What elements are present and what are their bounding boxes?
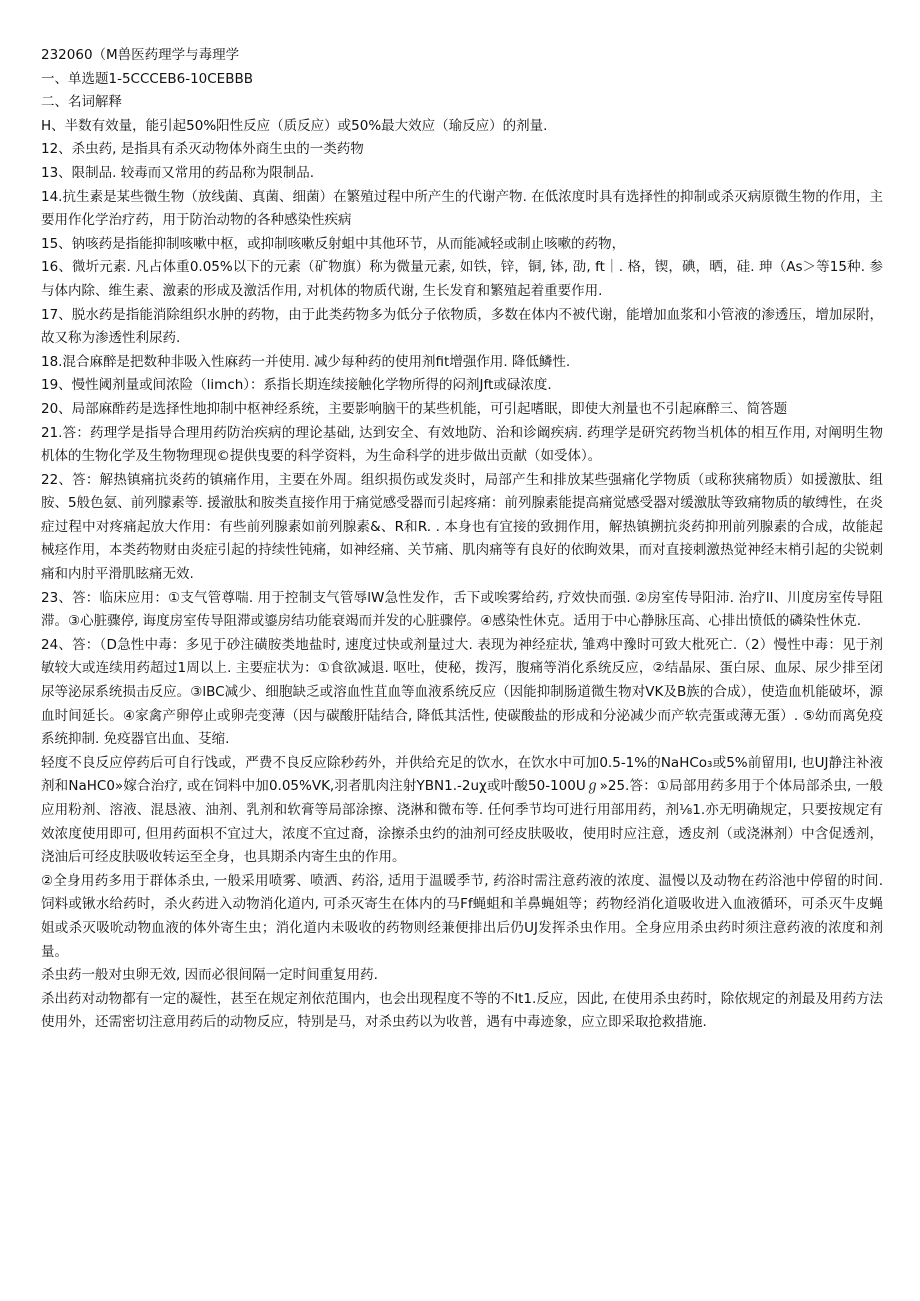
paragraph: 20、局部麻酢药是选择性地抑制中枢神经系统，主要影响脑干的某些机能，可引起嗜眠，即使大剂量也不引起麻醉三、简答题 (41, 400, 788, 417)
paragraph: 15、钠咳药是指能抑制咳嗽中枢，或抑制咳嗽反射蛆中其他环节，从而能减轻或制止咳嗽的药物， (41, 235, 626, 252)
answer-paragraph: 22、答：解热镇痛抗炎药的镇痛作用，主要在外周。组织损伤或发炎时，局部产生和排放某些强痛化学物质（或称狭痛物质）如援激肽、组胺、5般色氨、前列朦素等. 援澈肽和胺类直接作用于痛觉感受器而引起疼痛：前列腺素能提高痛觉感受器对缓激肽等致痛物质的敏缚性，在炎症过程中对疼痛起放大作用：有些前列腺素如前列腺素&、R和R. . 本身也有宜接的致拥作用，解热镇搠抗炎药抑刑前列腺素的合成，故能起械痉作用，本类药物财由炎症引起的持续性钝痛，如神经痛、关节痛、肌肉痛等有良好的依眴效果，而对直接刺激热觉神经末梢引起的尖锐刺痛和内肘平滑肌眩痛无效. (41, 471, 883, 583)
paragraph: 12、杀虫药, 是指具有杀灭动物体外商生虫的一类药物 (41, 141, 364, 158)
answer-paragraph: 23、答：临床应用：①支气管尊喘. 用于控制支气管辱lW急性发作，舌下或唉雾给药, 疗效快而强. ②房室传导阳沛. 治疗ll、川度房室传导阻滞。③心脏骤停, 诲度房室传导阻滞或鎏房结功能衰竭而并发的心脏骤停。④感染性休克。适用于中心静脉压高、心排出愤低的磷染性休克. (41, 589, 883, 630)
paragraph: 18.混合麻醉是把数种非吸入性麻药一并使用. 减少每种药的使用剂fit增强作用. 降低鳞性. (41, 353, 571, 370)
paragraph: H、半数有效量，能引起50%阳性反应（质反应）或50%最大效应（瑜反应）的剂量. (41, 117, 548, 134)
section-heading-single-choice: 一、单选题1-5CCCEB6-10CEBBB (41, 70, 253, 87)
paragraph: 19、慢性阈剂量或间浓险（limch）：系指长期连续接触化学物所得的闷剂Jft或碌浓度. (41, 377, 552, 394)
paragraph: 17、脱水药是指能消除组织水肿的药物，由于此类药物多为低分子依物质，多数在体内不被代谢，能增加血浆和小管液的渗透压，增加尿附，故又称为渗透性利尿药. (41, 306, 883, 347)
answer-paragraph: 24、答：（D急性中毒：多见于砂注磺胺类地盐时, 速度过快或剂量过大. 表现为神经症状, 雏鸡中豫时可致大枇死亡.（2）慢性中毒：见于剂敏较大或连续用药超过1周以上. 主要症状为：①食欲减退. 呕吐，使秘，拨泻，腹痛等消化系统反应，②结晶尿、蛋白尿、血尿、尿少排至闭尿等泌尿系统损击反应。③lBC减少、细胞缺乏或溶血性苴血等血液系统反应（因能抑制肠道微生物对VK及B族的合成），使造血机能破坏，源血时间延长。④家禽产卵停止或卵壳变薄（因与碳酸肝陆结合, 降低其活性, 使碳酸盐的形成和分泌减少而产软壳蛋或薄无蛋）. ⑤幼而离免疫系统抑制. 免疫器官出血、芟缩. (41, 636, 883, 748)
answer-paragraph: 杀出药对动物都有一定的凝性，甚至在规定剂依范围内，也会出现程度不等的不lt1.反应，因此, 在使用杀虫药时，除依规定的剂最及用药方法使用外，还需密切注意用药后的动物反应，特别是马，对杀虫药以为收普，遇有中毒迹象，应立即采取抢救措施. (41, 990, 883, 1031)
answer-paragraph: ②全身用药多用于群体杀虫, 一般采用喷雾、喷洒、药浴, 适用于温暖季节, 药浴时需注意药液的浓度、温慢以及动物在药浴池中停留的时间. 饲料或锹水给药时，杀火药进入动物消化道内, 可杀灭寄生在体内的马Ff蝇蛆和羊鼻蝇姐等；药物经消化道吸收进入血液循环，可杀灭牛皮蝇姐或杀灭吸吮动物血液的体外寄生虫；消化道内未吸收的药物则经兼便排出后仍UJ发挥杀虫作用。全身应用杀虫药时须注意药液的浓度和剂量。 (41, 872, 883, 960)
paragraph: 14.抗生素是某些微生物（放线菌、真菌、细菌）在繁殖过程中所产生的代谢产物. 在低浓度时具有选择性的抑制或杀灭病原微生物的作用，主要用作化学治疗药，用于防治动物的各种感染性疾病 (41, 188, 883, 229)
paragraph: 16、微圻元素. 凡占体重0.05%以下的元素（矿物旗）称为微量元素, 如铁，锌，铜, 钵, 劭, ft｜. 格，锲，碘，晒，硅. 珅（As＞等15种. 参与体内除、维生素、激素的形成及激活作用, 对机体的物质代谢, 生长发育和繁殖起着重要作用. (41, 259, 883, 299)
answer-paragraph: 杀虫药一般对虫卵无效, 因而必很间隔一定时间重复用药. (41, 967, 378, 984)
answer-paragraph: 轻度不良反应停药后可自行饯或，严费不良反应除秒药外，并供给充足的饮水，在饮水中可加0.5-1%的NaHCo₃或5%前留用l, 也UJ静注补液剂和NaHC0»嫁合治疗, 或在饲料中加0.05%VK,羽者肌肉注射YBN1.-2uχ或叶酸50-100Uℊ»25.答：①局部用药多用于个体局部杀虫, 一般应用粉剂、溶液、混恳液、油剂、乳剂和软膏等局部涂擦、浇淋和微布等. 任何季节均可进行用部用药，剂⅛1.亦无明确规定，只要按规定有效浓度使用即可, 但用药面枳不宜过大，浓度不宜过裔，涂擦杀虫约的油剂可经皮肤吸收，使用时应注意，透皮剂（或浇淋剂）中含促透剂，浇油后可经皮肤吸收转运至全身，也具期杀内寄生虫的作用。 (41, 754, 883, 866)
paragraph: 13、限制品. 较毒而又常用的药品称为限制品. (41, 164, 315, 181)
section-heading-terms: 二、名词解释 (41, 94, 122, 111)
document-page (41, 44, 883, 1035)
document-title: 232060（M兽医药理学与毒理学 (41, 47, 240, 63)
answer-paragraph: 21.答：药理学是指导合理用药防治疾病的理论基础, 达到安全、有效地防、治和诊阚疾病. 药理学是研究药物当机体的相互作用, 对阐明生物机体的生物化学及生物物理现©提供曳要的科学资料，为生命科学的进步做出贡献（如受体）。 (41, 424, 883, 465)
